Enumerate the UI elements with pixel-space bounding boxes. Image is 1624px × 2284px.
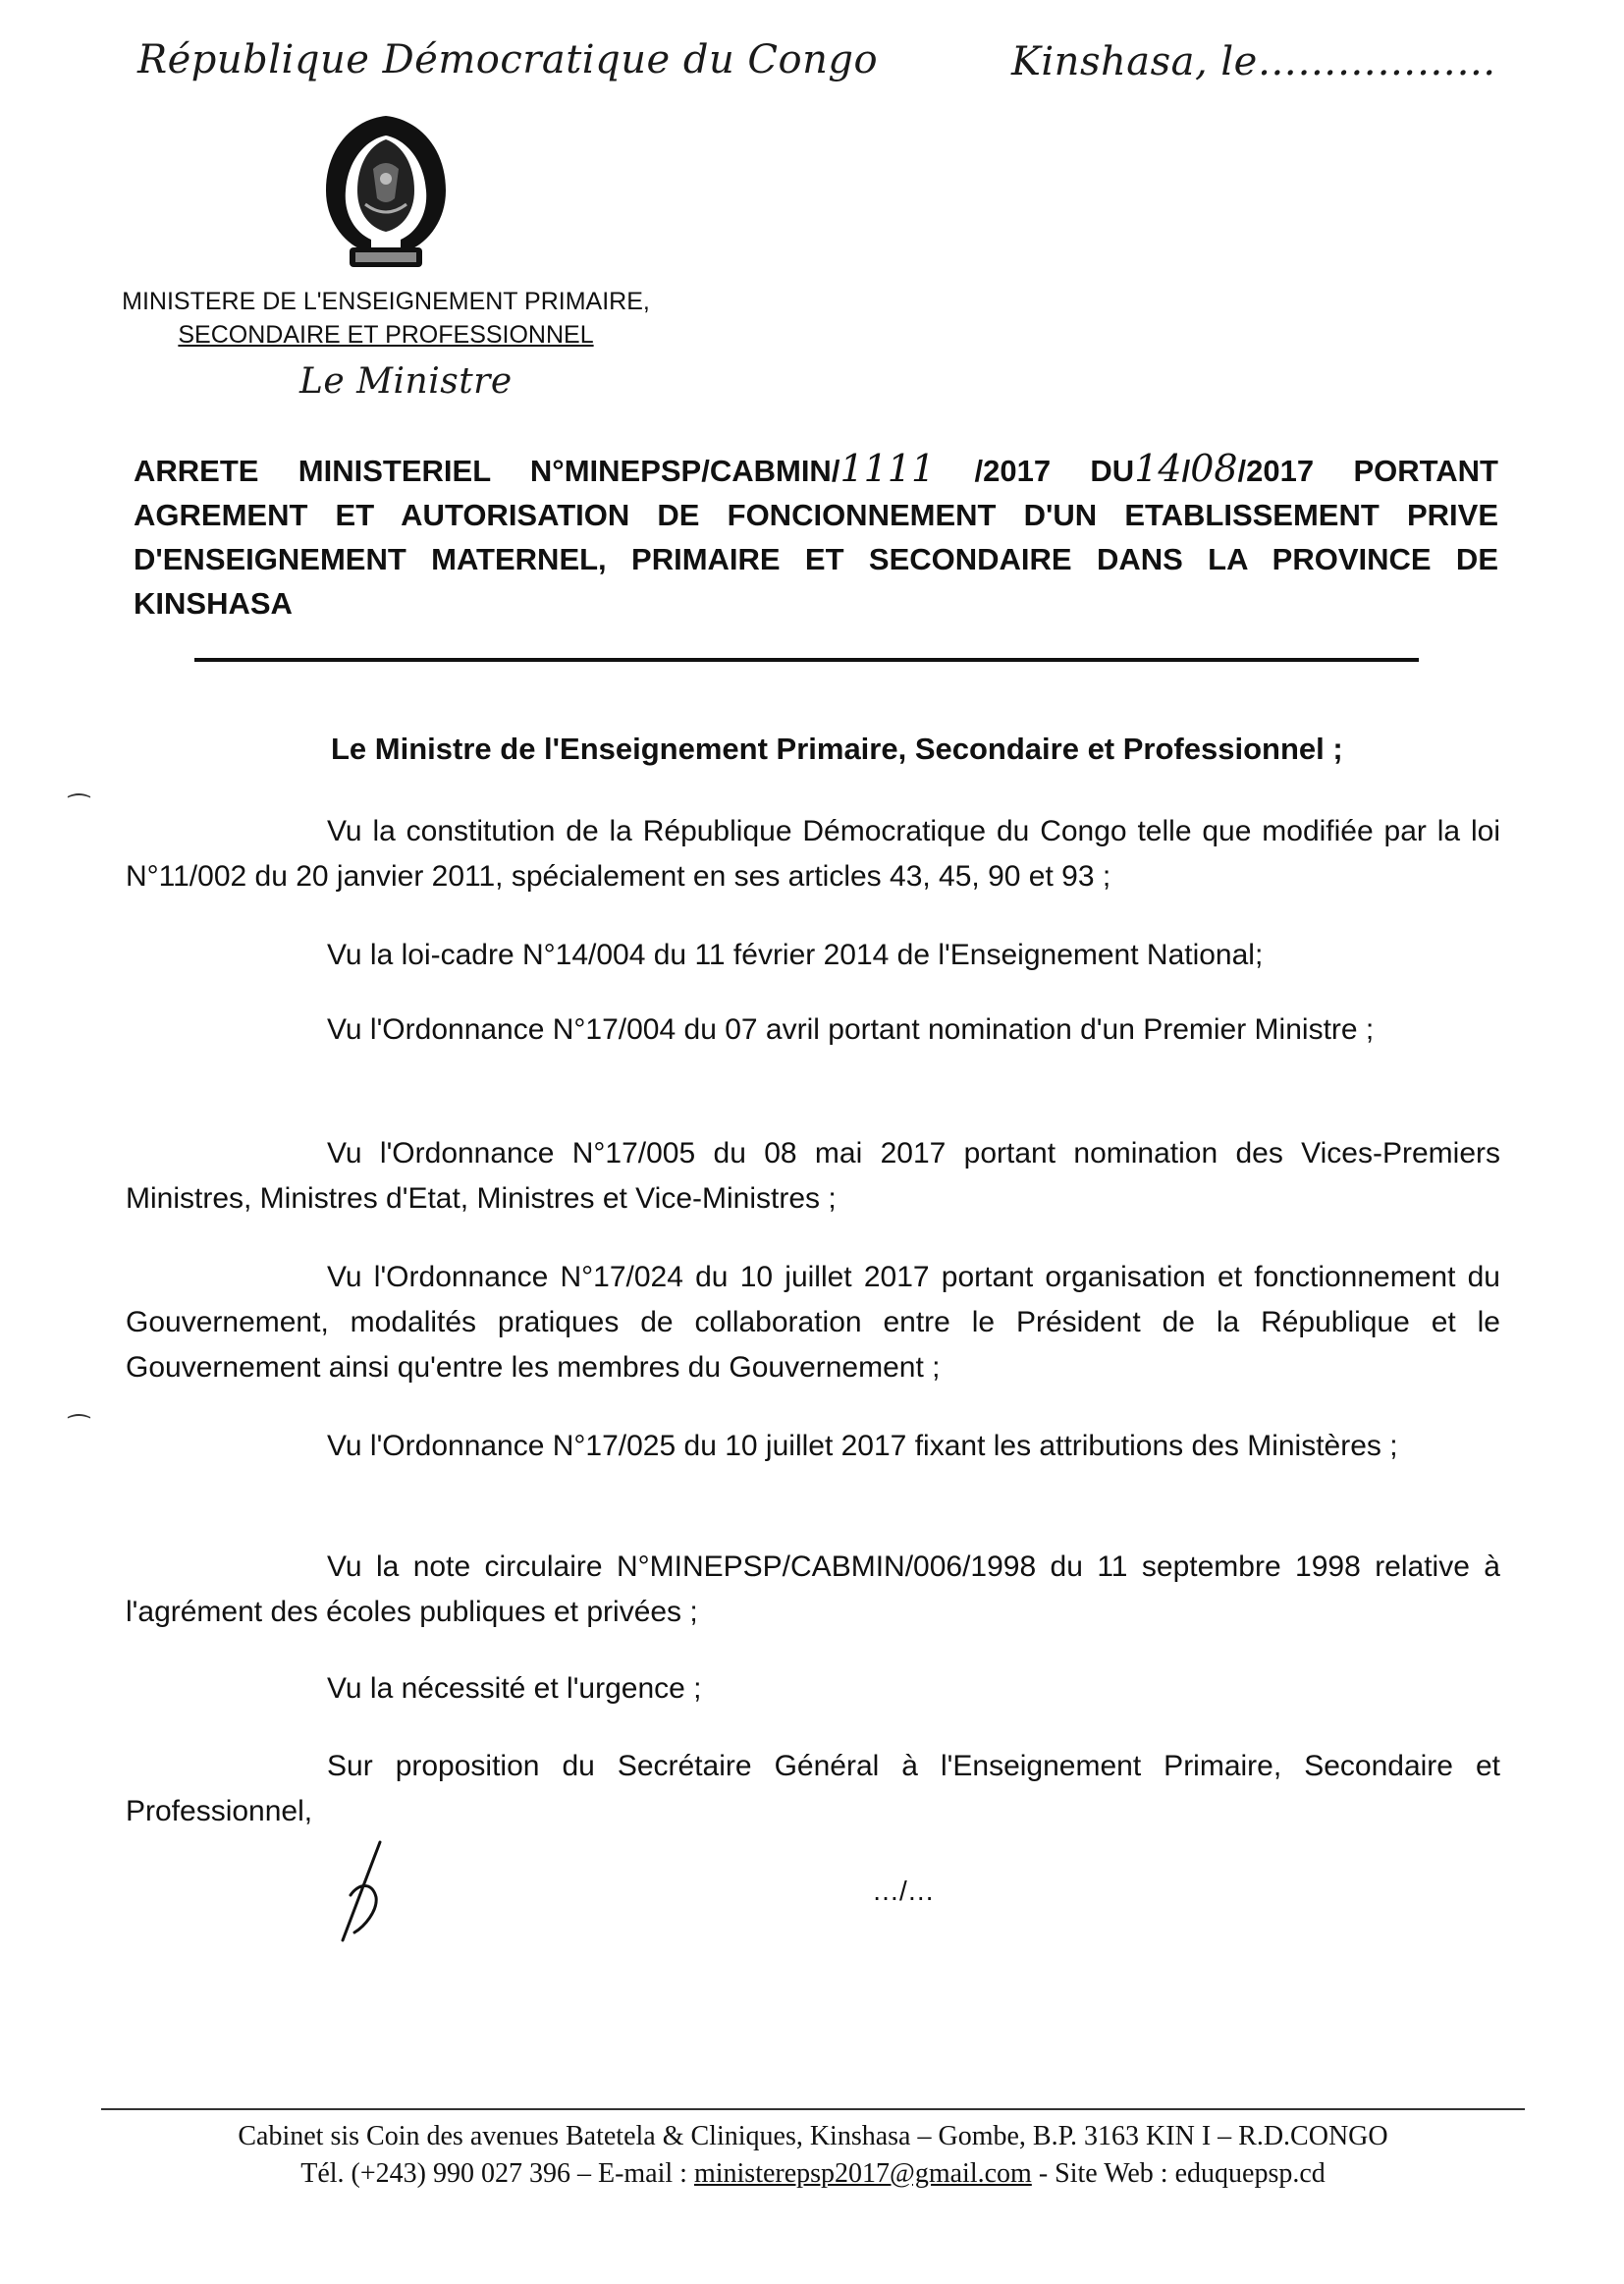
ministry-line-2: SECONDAIRE ET PROFESSIONNEL <box>178 321 594 349</box>
ministry-line-1: MINISTERE DE L'ENSEIGNEMENT PRIMAIRE, <box>122 288 650 315</box>
coat-of-arms-emblem-icon <box>312 110 460 277</box>
paragraph: Sur proposition du Secrétaire Général à l'Enseignement Primaire, Secondaire et Professionnel, <box>126 1750 1500 1827</box>
paragraph: Vu l'Ordonnance N°17/024 du 10 juillet 2017 portant organisation et fonctionnement du Gouvernement, modalités pratiques de collaboration entre le Président de la République et le Gouvernement ainsi qu'entre les membres du Gouvernement ; <box>126 1261 1500 1384</box>
paragraph: Vu la loi-cadre N°14/004 du 11 février 2014 de l'Enseignement National; <box>327 939 1264 971</box>
title-mid: /2017 DU <box>974 454 1135 488</box>
margin-tick-mark: ⁀ <box>69 1414 89 1443</box>
day-handwritten: 14 <box>1134 447 1182 490</box>
place-date: Kinshasa, le……………… <box>1011 39 1496 84</box>
date-separator: / <box>1181 454 1191 488</box>
paragraph: Vu l'Ordonnance N°17/005 du 08 mai 2017 portant nomination des Vices-Premiers Ministres, Ministres d'Etat, Ministres et Vice-Ministres ; <box>126 1137 1500 1215</box>
footer-divider <box>101 2108 1525 2110</box>
paragraph: Vu l'Ordonnance N°17/004 du 07 avril portant nomination d'un Premier Ministre ; <box>327 1013 1375 1046</box>
decree-title <box>134 447 1498 625</box>
title-divider <box>194 658 1419 662</box>
paragraph: Vu la constitution de la République Démocratique du Congo telle que modifiée par la loi N°11/002 du 20 janvier 2011, spécialement en ses articles 43, 45, 90 et 93 ; <box>126 815 1500 893</box>
paragraph: Vu l'Ordonnance N°17/025 du 10 juillet 2017 fixant les attributions des Ministères ; <box>327 1430 1398 1462</box>
footer-contact <box>101 2158 1525 2190</box>
decree-number-handwritten: 1111 <box>839 447 936 490</box>
paraph-initials-icon <box>329 1838 398 1946</box>
margin-tick-mark: ⁀ <box>69 793 89 823</box>
footer-web: - Site Web : eduquepsp.cd <box>1031 2158 1326 2189</box>
footer-tel: Tél. (+243) 990 027 396 – E-mail : <box>300 2158 694 2189</box>
footer-address: Cabinet sis Coin des avenues Batetela & Cliniques, Kinshasa – Gombe, B.P. 3163 KIN I – R.D.CONGO <box>238 2121 1388 2151</box>
footer-email-link[interactable]: ministerepsp2017@gmail.com <box>693 2158 1032 2189</box>
minister-signature-title: Le Ministre <box>299 361 513 402</box>
month-handwritten: 08 <box>1190 447 1238 490</box>
continuation-mark: …/… <box>872 1876 935 1906</box>
country-name: République Démocratique du Congo <box>137 37 879 82</box>
title-prefix: ARRETE MINISTERIEL N°MINEPSP/CABMIN/ <box>134 454 840 488</box>
title-suffix: /2017 PORTANT AGREMENT ET AUTORISATION DE FONCIONNEMENT D'UN ETABLISSEMENT PRIVE D'ENSEIGNEMENT MATERNEL, PRIMAIRE ET SECONDAIRE DANS LA PROVINCE DE KINSHASA <box>134 454 1498 621</box>
paragraph: Vu la nécessité et l'urgence ; <box>327 1672 702 1705</box>
minister-heading: Le Ministre de l'Enseignement Primaire, Secondaire et Professionnel ; <box>331 732 1343 766</box>
paragraph: Vu la note circulaire N°MINEPSP/CABMIN/006/1998 du 11 septembre 1998 relative à l'agrément des écoles publiques et privées ; <box>126 1550 1500 1628</box>
ministry-name <box>111 285 661 352</box>
